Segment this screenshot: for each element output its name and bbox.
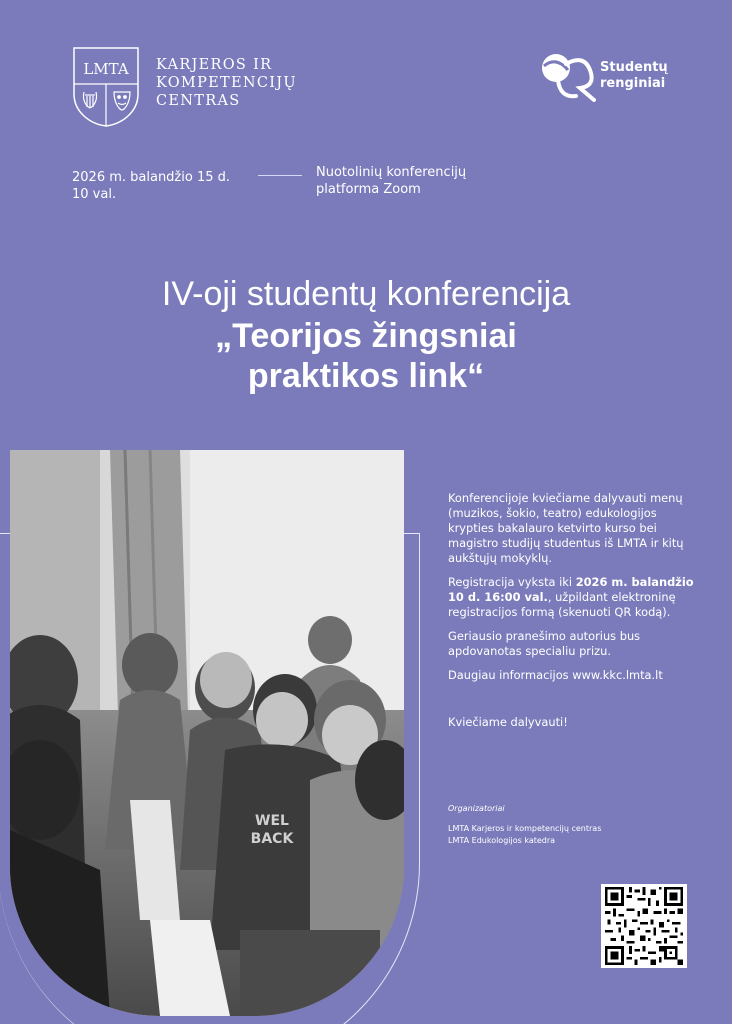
organizers-title: Organizatoriai bbox=[448, 804, 505, 813]
date-place-divider bbox=[258, 175, 302, 176]
title-main-line1: „Teorijos žingsniai bbox=[215, 317, 517, 355]
lyre-icon bbox=[83, 92, 96, 108]
invite-text: Kviečiame dalyvauti! bbox=[448, 715, 568, 729]
lmta-shield-emblem bbox=[72, 46, 140, 128]
conference-description bbox=[448, 491, 700, 739]
organizer-item: LMTA Karjeros ir kompetencijų centras bbox=[448, 824, 602, 833]
students-events-label: Studentų renginiai bbox=[600, 60, 668, 91]
organizer-item: LMTA Edukologijos katedra bbox=[448, 836, 556, 845]
students-photo-illustration bbox=[10, 450, 404, 1016]
organizers-block bbox=[448, 803, 601, 847]
lmta-emblem-text: LMTA bbox=[83, 60, 129, 78]
shirt-print-text-1: WEL bbox=[255, 813, 289, 829]
theatre-mask-icon bbox=[114, 92, 130, 110]
qr-code-icon bbox=[604, 887, 684, 965]
intro-paragraph: Konferencijoje kviečiame dalyvauti menų (muzikos, šokio, teatro) edukologijos krypties bakalauro ketvirto kurso bei magistro studijų studentus iš LMTA ir kitų aukštųjų mokyklų. bbox=[448, 491, 684, 565]
lmta-logo bbox=[72, 46, 297, 128]
event-time: 10 val. bbox=[72, 187, 117, 202]
conference-title bbox=[0, 272, 732, 396]
registration-qr-code[interactable] bbox=[601, 884, 687, 968]
more-info-link[interactable]: Daugiau informacijos www.kkc.lmta.lt bbox=[448, 668, 663, 682]
prize-paragraph: Geriausio pranešimo autorius bus apdovanotas specialiu prizu. bbox=[448, 629, 641, 658]
event-date: 2026 m. balandžio 15 d. bbox=[72, 170, 231, 185]
lmta-centre-name: KARJEROS IR KOMPETENCIJŲ CENTRAS bbox=[156, 57, 297, 109]
shirt-print-text-2: BACK bbox=[250, 831, 294, 847]
students-photo bbox=[10, 450, 404, 1016]
students-events-mark-icon bbox=[540, 50, 596, 102]
event-place: Nuotolinių konferencijų platforma Zoom bbox=[316, 165, 467, 197]
title-subtitle: IV-oji studentų konferencija bbox=[161, 275, 571, 313]
registration-deadline: 2026 m. balandžio 10 d. 16:00 val. bbox=[448, 575, 694, 604]
event-date-time bbox=[72, 169, 230, 203]
registration-paragraph: Registracija vyksta iki 2026 m. balandžio 10 d. 16:00 val., užpildant elektroninę registracijos formą (skenuoti QR kodą). bbox=[448, 575, 694, 619]
title-main-line2: praktikos link“ bbox=[247, 357, 485, 395]
students-events-logo bbox=[540, 50, 668, 102]
